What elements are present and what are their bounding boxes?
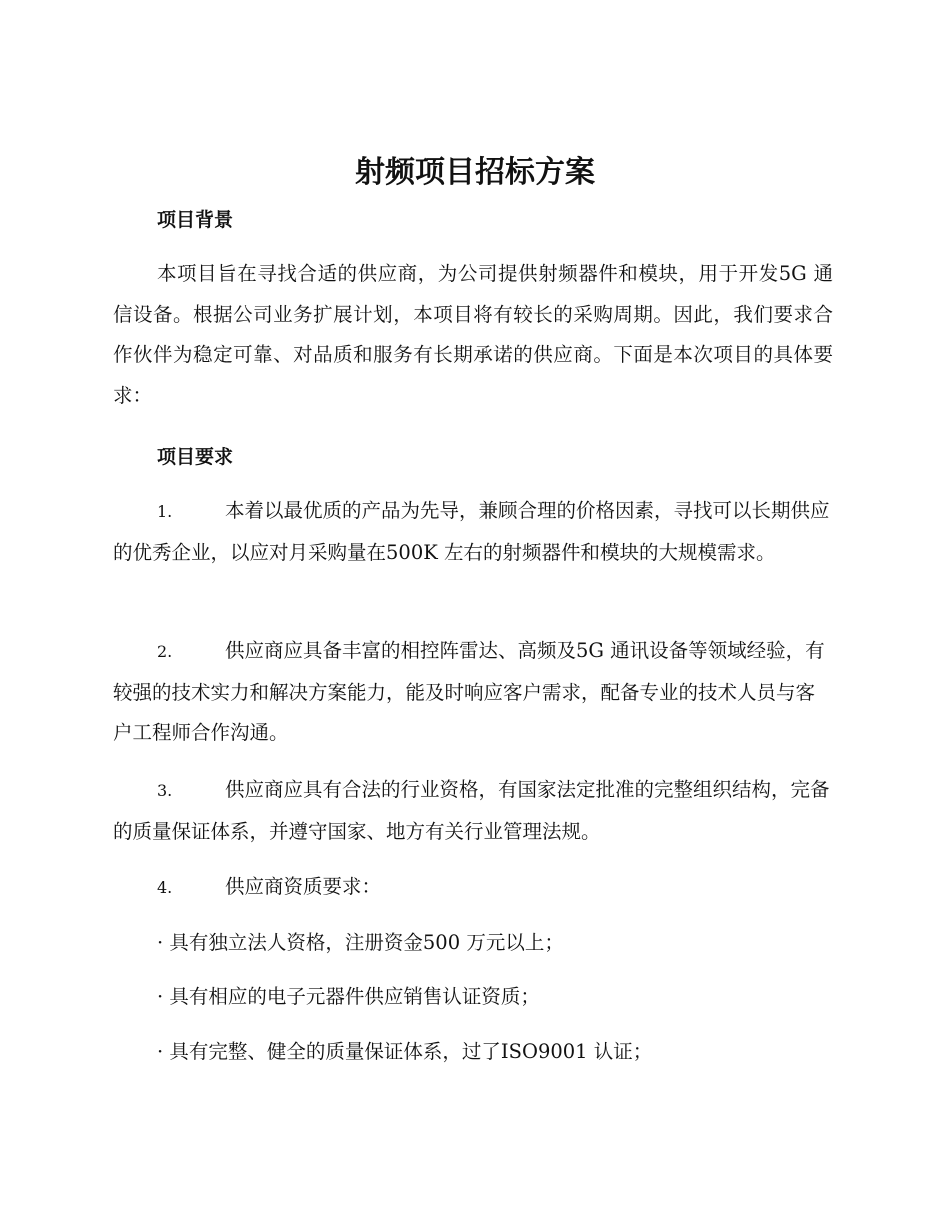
list-item-text: 供应商应具备丰富的相控阵雷达、高频及5G 通讯设备等领域经验，有较强的技术实力和解决方案能力，能及时响应客户需求，配备专业的技术人员与客户工程师合作沟通。 — [113, 639, 825, 744]
list-number: 1. — [157, 502, 173, 521]
section-heading-background: 项目背景 — [157, 209, 234, 231]
requirement-item-2 — [113, 631, 833, 754]
qualification-bullet: · 具有完整、健全的质量保证体系，过了ISO9001 认证； — [157, 1040, 653, 1063]
list-item-text: 本着以最优质的产品为先导，兼顾合理的价格因素，寻找可以长期供应的优秀企业，以应对月采购量在500K 左右的射频器件和模块的大规模需求。 — [113, 499, 830, 564]
requirement-item-3 — [113, 770, 833, 852]
requirement-item-1 — [113, 491, 833, 573]
requirement-item-4 — [113, 867, 833, 909]
list-number: 4. — [157, 878, 173, 897]
qualification-bullet: · 具有相应的电子元器件供应销售认证资质； — [157, 985, 540, 1008]
background-paragraph: 本项目旨在寻找合适的供应商，为公司提供射频器件和模块，用于开发5G 通信设备。根据公司业务扩展计划，本项目将有较长的采购周期。因此，我们要求合作伙伴为稳定可靠、对品质和服务有长期承诺的供应商。下面是本次项目的具体要求： — [113, 262, 833, 407]
document-title: 射频项目招标方案 — [355, 155, 595, 190]
qualification-bullet: · 具有独立法人资格，注册资金500 万元以上； — [157, 931, 564, 954]
list-item-text: 供应商应具有合法的行业资格，有国家法定批准的完整组织结构，完备的质量保证体系，并遵守国家、地方有关行业管理法规。 — [113, 778, 830, 843]
list-number: 2. — [157, 642, 173, 661]
list-item-text: 供应商资质要求： — [225, 875, 382, 898]
section-heading-requirements: 项目要求 — [157, 446, 234, 468]
list-number: 3. — [157, 781, 173, 800]
